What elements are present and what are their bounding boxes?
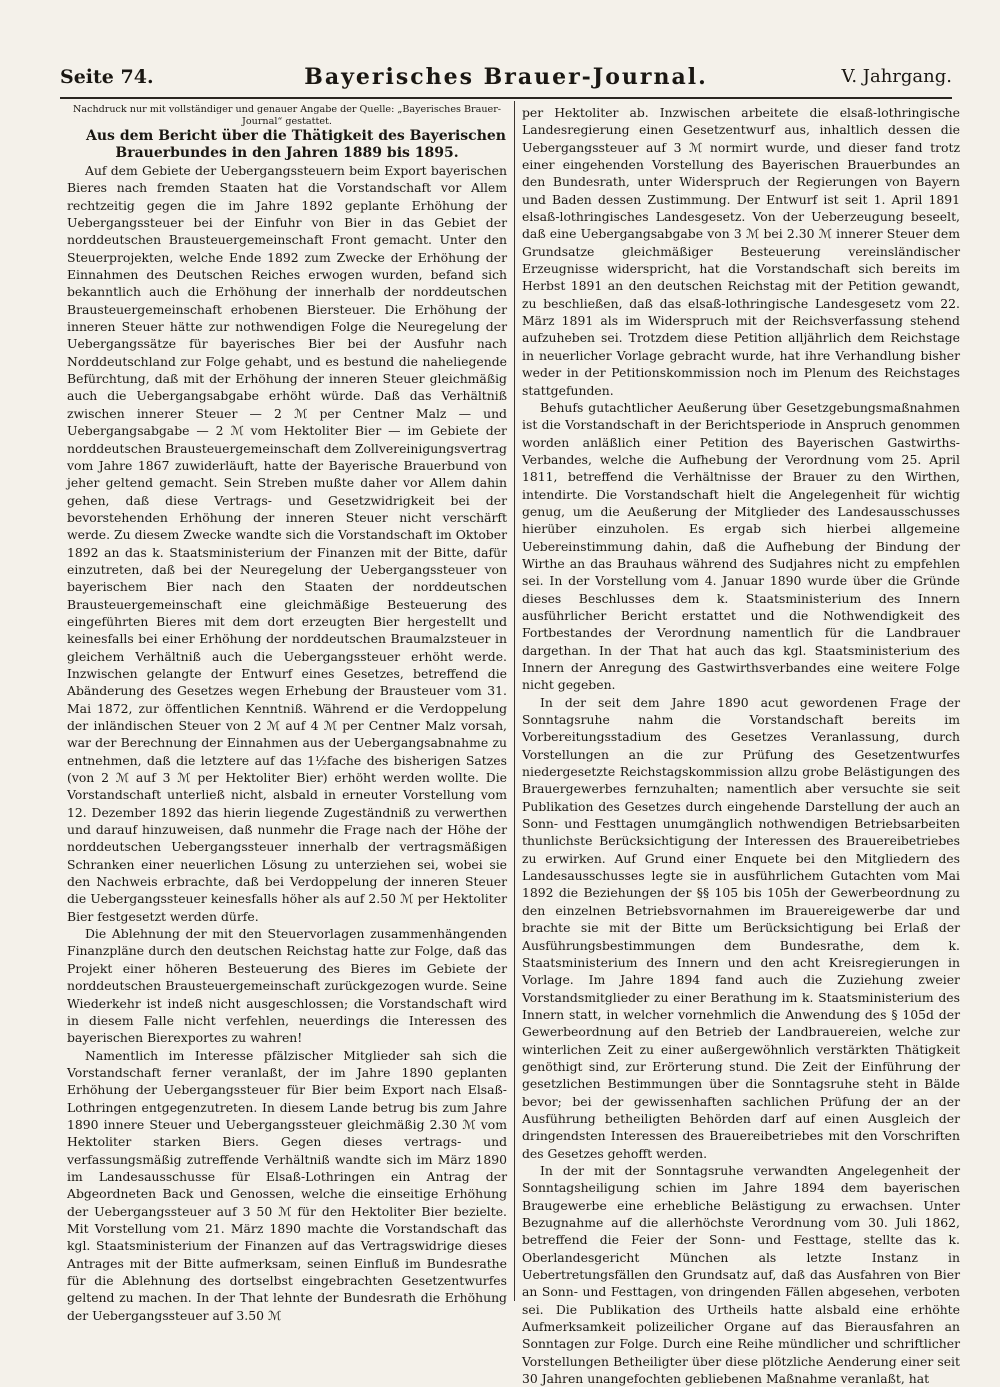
left-column bbox=[67, 104, 507, 1323]
paragraph: In der seit dem Jahre 1890 acut gewordenen Frage der Sonntagsruhe nahm die Vorstandschaft bereits im Vorbereitungsstadium des Gesetzes Veranlassung, durch Vorstellungen an die zur Prüfung des Gesetzentwurfes niedergesetzte Reichstagskommission allzu grobe Belästigungen des Brauergewerbes fernzuhalten; namentlich aber versuchte sie seit Publikation des Gesetzes durch eingehende Darstellung der auch an Sonn- und Festtagen unumgänglich nothwendigen Betriebsarbeiten thunlichste Berücksichtigung der Interessen des Brauereibetriebes zu erwirken. Auf Grund einer Enquete bei den Mitgliedern des Landesausschusses legte sie in ausführlichem Gutachten vom Mai 1892 die Beziehungen der §§ 105 bis 105h der Gewerbeordnung zu den einzelnen Betriebsvornahmen im Brauereigewerbe dar und brachte sie mit der Bitte um Berücksichtigung bei Erlaß der Ausführungsbestimmungen dem Bundesrathe, dem k. Staatsministerium des Innern und den acht Kreisregierungen in Vorlage. Im Jahre 1894 fand auch die Zuziehung zweier Vorstandsmitglieder zu einer Berathung im k. Staatsministerium des Innern statt, in welcher vornehmlich die Anwendung des § 105d der Gewerbeordnung auf den Betrieb der Landbrauereien, welche zur winterlichen Zeit zu einer außergewöhnlich verstärkten Thätigkeit genöthigt sind, zur Erörterung stund. Die Zeit der Einführung der gesetzlichen Bestimmungen über die Sonntagsruhe steht in Bälde bevor; bei der gewissenhaften sachlichen Prüfung der an der Ausführung betheiligten Behörden darf auf einen Ausgleich der dringendsten Interessen des Brauereibetriebes mit den Vorschriften des Gesetzes gehofft werden. bbox=[522, 694, 960, 1161]
column-divider bbox=[514, 101, 515, 1301]
paragraph: Behufs gutachtlicher Aeußerung über Gesetzgebungsmaßnahmen ist die Vorstandschaft in der Berichtsperiode in Anspruch genommen worden anläßlich einer Petition des Bayerischen Gastwirths-Verbandes, welche die Aufhebung der Verordnung vom 25. April 1811, betreffend die Verhältnisse der Brauer zu den Wirthen, intendirte. Die Vorstandschaft hielt die Angelegenheit für wichtig genug, um die Aeußerung der Mitglieder des Landesausschusses hierüber einzuholen. Es ergab sich hierbei allgemeine Uebereinstimmung dahin, daß die Aufhebung der Bindung der Wirthe an das Brauhaus während des Sudjahres nicht zu empfehlen sei. In der Vorstellung vom 4. Januar 1890 wurde über die Gründe dieses Beschlusses dem k. Staatsministerium des Innern ausführlicher Bericht erstattet und die Nothwendigkeit des Fortbestandes der Verordnung namentlich für die Landbrauer dargethan. In der That hat auch das kgl. Staatsministerium des Innern der Anregung des Gastwirthsverbandes eine weitere Folge nicht gegeben. bbox=[522, 399, 960, 693]
paragraph: Namentlich im Interesse pfälzischer Mitglieder sah sich die Vorstandschaft ferner veranlaßt, der im Jahre 1890 geplanten Erhöhung der Uebergangssteuer für Bier beim Export nach Elsaß-Lothringen entgegenzutreten. In diesem Lande betrug bis zum Jahre 1890 innere Steuer und Uebergangssteuer gleichmäßig 2.30 ℳ vom Hektoliter starken Biers. Gegen dieses vertrags- und verfassungsmäßig zutreffende Verhältniß wandte sich im März 1890 im Landesausschusse für Elsaß-Lothringen ein Antrag der Abgeordneten Back und Genossen, welche die einseitige Erhöhung der Uebergangssteuer auf 3 50 ℳ für den Hektoliter Bier bezielte. Mit Vorstellung vom 21. März 1890 machte die Vorstandschaft das kgl. Staatsministerium der Finanzen auf das Vertragswidrige dieses Antrages mit der Bitte aufmerksam, seinen Einfluß im Bundesrathe für die Ablehnung des dortselbst eingebrachten Gesetzentwurfes geltend zu machen. In der That lehnte der Bundesrath die Erhöhung der Uebergangssteuer auf 3.50 ℳ bbox=[67, 1047, 507, 1323]
paragraph: Die Ablehnung der mit den Steuervorlagen zusammenhängenden Finanzpläne durch den deutschen Reichstag hatte zur Folge, daß das Projekt einer höheren Besteuerung des Bieres im Gebiete der norddeutschen Brausteuergemeinschaft zurückgezogen wurde. Seine Wiederkehr ist indeß nicht ausgeschlossen; die Vorstandschaft wird in diesem Falle nicht verfehlen, neuerdings die Interessen des bayerischen Bierexportes zu wahren! bbox=[67, 926, 507, 1046]
paragraph: Auf dem Gebiete der Uebergangssteuern beim Export bayerischen Bieres nach fremden Staaten hat die Vorstandschaft vor Allem rechtzeitig gegen die im Jahre 1892 geplante Erhöhung der Uebergangssteuer bei der Einfuhr von Bier in das Gebiet der norddeutschen Brausteuergemeinschaft Front gemacht. Unter den Steuerprojekten, welche Ende 1892 zum Zwecke der Erhöhung der Einnahmen des Deutschen Reiches erwogen wurden, befand sich bekanntlich auch die Erhöhung der innerhalb der norddeutschen Brausteuergemeinschaft erhobenen Biersteuer. Die Erhöhung der inneren Steuer hätte zur nothwendigen Folge die Neuregelung der Uebergangssätze für bayerisches Bier bei der Ausfuhr nach Norddeutschland zur Folge gehabt, und es bestund die naheliegende Befürchtung, daß mit der Erhöhung der inneren Steuer gleichmäßig auch die Uebergangsabgabe erhöht würde. Daß das Verhältniß zwischen innerer Steuer — 2 ℳ per Centner Malz — und Uebergangsabgabe — 2 ℳ vom Hektoliter Bier — im Gebiete der norddeutschen Brausteuergemeinschaft dem Zollvereinigungsvertrag vom Jahre 1867 zuwiderläuft, hatte der Bayerische Brauerbund von jeher geltend gemacht. Sein Streben mußte daher vor Allem dahin gehen, daß diese Vertrags- und Gesetzwidrigkeit bei der bevorstehenden Erhöhung der inneren Steuer nicht verschärft werde. Zu diesem Zwecke wandte sich die Vorstandschaft im Oktober 1892 an das k. Staatsministerium der Finanzen mit der Bitte, dafür einzutreten, daß bei der Neuregelung der Uebergangssteuer von bayerischem Bier nach den Staaten der norddeutschen Brausteuergemeinschaft eine gleichmäßige Besteuerung des eingeführten Bieres mit dem dort erzeugten Bier hergestellt und keinesfalls bei einer Erhöhung der norddeutschen Braumalzsteuer in gleichem Verhältniß auch die Uebergangssteuer erhöht werde. Inzwischen gelangte der Entwurf eines Gesetzes, betreffend die Abänderung des Gesetzes wegen Erhebung der Brausteuer vom 31. Mai 1872, zur öffentlichen Kenntniß. Während er die Verdoppelung der inländischen Steuer von 2 ℳ auf 4 ℳ per Centner Malz vorsah, war der Berechnung der Einnahmen aus der Uebergangsabnahme zu entnehmen, daß die letztere auf das 1½fache des bisherigen Satzes (von 2 ℳ auf 3 ℳ per Hektoliter Bier) erhöht werden wollte. Die Vorstandschaft unterließ nicht, alsbald in erneuter Vorstellung vom 12. Dezember 1892 das hierin liegende Zugeständniß zu verwerthen und darauf hinzuweisen, daß nunmehr die Frage nach der Höhe der norddeutschen Uebergangssteuer innerhalb der vertragsmäßigen Schranken einer neuerlichen Lösung zu unterziehen sei, wobei sie den Nachweis erbrachte, daß bei Verdoppelung der inneren Steuer die Uebergangssteuer keinesfalls höher als auf 2.50 ℳ per Hektoliter Bier festgesetzt werden dürfe. bbox=[67, 163, 507, 924]
journal-title: Bayerisches Brauer-Journal. bbox=[304, 64, 708, 90]
volume-label: V. Jahrgang. bbox=[841, 66, 952, 87]
page-header bbox=[60, 66, 952, 94]
reprint-notice: Nachdruck nur mit vollständiger und genauer Angabe der Quelle: „Bayerisches Brauer-Journal“ gestattet. bbox=[72, 104, 502, 127]
paragraph: In der mit der Sonntagsruhe verwandten Angelegenheit der Sonntagsheiligung schien im Jahre 1894 dem bayerischen Braugewerbe eine erhebliche Belästigung zu erwachsen. Unter Bezugnahme auf die allerhöchste Verordnung vom 30. Juli 1862, betreffend die Feier der Sonn- und Festtage, stellte das k. Oberlandesgericht München als letzte Instanz in Uebertretungsfällen den Grundsatz auf, daß das Ausfahren von Bier an Sonn- und Festtagen, von dringenden Fällen abgesehen, verboten sei. Die Publikation des Urtheils hatte alsbald eine erhöhte Aufmerksamkeit polizeilicher Organe auf das Bierausfahren an Sonntagen zur Folge. Durch eine Reihe mündlicher und schriftlicher Vorstellungen Betheiligter über diese plötzliche Aenderung einer seit 30 Jahren unangefochten gebliebenen Maßnahme veranlaßt, hat bbox=[522, 1162, 960, 1387]
right-column bbox=[522, 104, 960, 1387]
article-title: Aus dem Bericht über die Thätigkeit des Bayerischen Brauerbundes in den Jahren 1889 bis 1895. bbox=[86, 128, 506, 161]
paragraph: per Hektoliter ab. Inzwischen arbeitete die elsaß-lothringische Landesregierung einen Gesetzentwurf aus, inhaltlich dessen die Uebergangssteuer auf 3 ℳ normirt wurde, und dieser fand trotz einer eingehenden Vorstellung des Bayerischen Brauerbundes an den Bundesrath, unter Widerspruch der Regierungen von Bayern und Baden dessen Zustimmung. Der Entwurf ist seit 1. April 1891 elsaß-lothringisches Landesgesetz. Von der Ueberzeugung beseelt, daß eine Uebergangsabgabe von 3 ℳ bei 2.30 ℳ innerer Steuer dem Grundsatze gleichmäßiger Besteuerung vereinsländischer Erzeugnisse widerspricht, hat die Vorstandschaft sich bereits im Herbst 1891 an den deutschen Reichstag mit der Petition gewandt, zu beschließen, daß das elsaß-lothringische Landesgesetz vom 22. März 1891 als im Widerspruch mit der Reichsverfassung stehend aufzuheben sei. Trotzdem diese Petition alljährlich dem Reichstage in neuerlicher Vorlage gebracht wurde, hat ihre Verhandlung bisher weder in der Petitionskommission noch im Plenum des Reichstages stattgefunden. bbox=[522, 105, 960, 398]
page-number: Seite 74. bbox=[60, 66, 154, 88]
header-rule bbox=[60, 97, 952, 99]
